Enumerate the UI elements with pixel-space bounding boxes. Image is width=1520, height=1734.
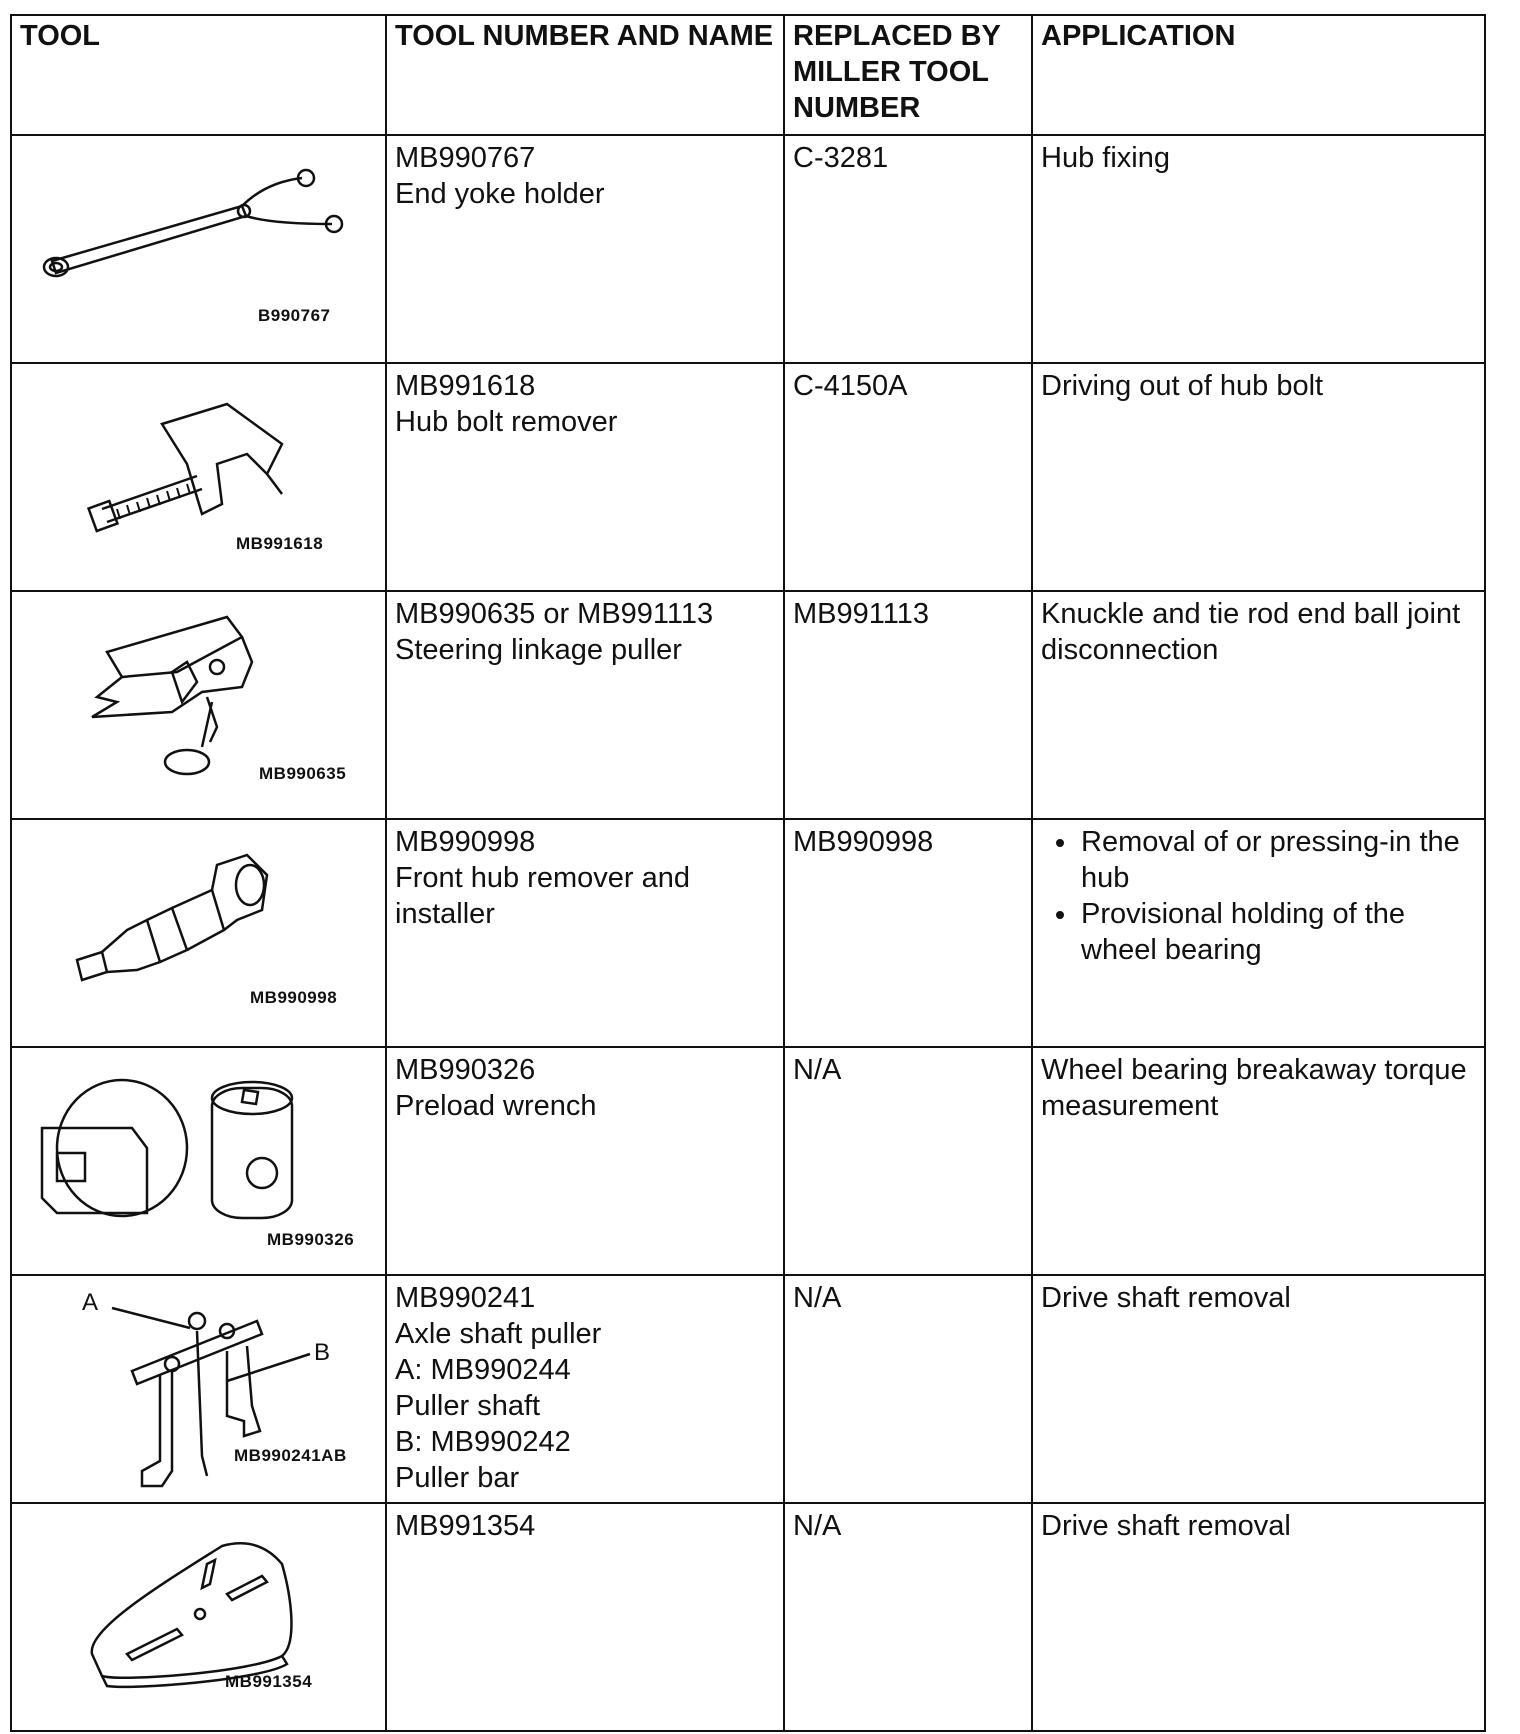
tool-image-label: MB990635 xyxy=(259,764,347,783)
miller-tool-number: C-3281 xyxy=(784,135,1032,363)
tool-name: Steering linkage puller xyxy=(395,634,682,666)
sub-tool-b-name: Puller bar xyxy=(395,1462,520,1494)
callout-a-label: A xyxy=(82,1289,99,1316)
tool-number-and-name-cell xyxy=(386,591,784,819)
table-row xyxy=(11,135,1485,363)
application: Knuckle and tie rod end ball joint disconnection xyxy=(1032,591,1485,819)
list-item: • Provisional holding of the wheel bearing xyxy=(1079,896,1476,968)
table-row xyxy=(11,1047,1485,1275)
tool-image-cell xyxy=(11,819,386,1047)
callout-b-label: B xyxy=(314,1339,331,1366)
special-tools-table xyxy=(10,14,1486,1732)
miller-tool-number: MB990998 xyxy=(784,819,1032,1047)
tool-image-cell xyxy=(11,363,386,591)
header-tool: TOOL xyxy=(11,15,386,135)
sub-tool-b-number: B: MB990242 xyxy=(395,1426,571,1458)
sub-tool-a-number: A: MB990244 xyxy=(395,1354,571,1386)
application: Wheel bearing breakaway torque measurement xyxy=(1032,1047,1485,1275)
application: Drive shaft removal xyxy=(1032,1503,1485,1731)
front-hub-remover-illustration xyxy=(12,820,385,1046)
tool-name: End yoke holder xyxy=(395,178,605,210)
tool-number-and-name-cell xyxy=(386,135,784,363)
table-row xyxy=(11,363,1485,591)
tool-number-and-name-cell xyxy=(386,819,784,1047)
table-row xyxy=(11,819,1485,1047)
miller-tool-number: N/A xyxy=(784,1047,1032,1275)
drive-shaft-removal-plate-illustration xyxy=(12,1504,385,1730)
application: Hub fixing xyxy=(1032,135,1485,363)
tool-number: MB990241 xyxy=(395,1282,536,1314)
application-cell xyxy=(1032,819,1485,1047)
table-row xyxy=(11,1275,1485,1503)
preload-wrench-illustration xyxy=(12,1048,385,1274)
end-yoke-holder-illustration xyxy=(12,136,385,362)
miller-tool-number: N/A xyxy=(784,1503,1032,1731)
tool-image-label: MB991618 xyxy=(236,534,324,553)
tool-number-and-name-cell xyxy=(386,1047,784,1275)
application-bullet-list xyxy=(1041,824,1476,968)
sub-tool-a-name: Puller shaft xyxy=(395,1390,541,1422)
tool-number-and-name-cell xyxy=(386,1275,784,1503)
application: Driving out of hub bolt xyxy=(1032,363,1485,591)
list-item: • Removal of or pressing-in the hub xyxy=(1079,824,1476,896)
tool-number: MB990998 xyxy=(395,826,536,858)
tool-image-cell xyxy=(11,1275,386,1503)
tool-image-cell xyxy=(11,1503,386,1731)
miller-tool-number: MB991113 xyxy=(784,591,1032,819)
table-row xyxy=(11,1503,1485,1731)
application: Drive shaft removal xyxy=(1032,1275,1485,1503)
miller-tool-number: C-4150A xyxy=(784,363,1032,591)
tool-image-label: MB991354 xyxy=(225,1672,313,1691)
tool-image-label: MB990326 xyxy=(267,1230,355,1249)
tool-name: Axle shaft puller xyxy=(395,1318,602,1350)
tool-number-and-name-cell xyxy=(386,363,784,591)
tool-image-label: MB990998 xyxy=(250,988,338,1007)
header-row xyxy=(11,15,1485,135)
steering-linkage-puller-illustration xyxy=(12,592,385,818)
header-application: APPLICATION xyxy=(1032,15,1485,135)
tool-number: MB990635 or MB991113 xyxy=(395,598,714,630)
tool-image-cell xyxy=(11,1047,386,1275)
tool-number: MB991354 xyxy=(395,1510,536,1542)
tool-number-and-name-cell xyxy=(386,1503,784,1731)
hub-bolt-remover-illustration xyxy=(12,364,385,590)
tool-number: MB991618 xyxy=(395,370,536,402)
tool-name: Front hub remover and installer xyxy=(395,862,690,930)
tool-number: MB990767 xyxy=(395,142,536,174)
tool-image-label: B990767 xyxy=(258,306,331,325)
tool-image-label: MB990241AB xyxy=(234,1446,347,1465)
axle-shaft-puller-illustration xyxy=(12,1276,385,1502)
tool-name: Preload wrench xyxy=(395,1090,597,1122)
miller-tool-number: N/A xyxy=(784,1275,1032,1503)
tool-number: MB990326 xyxy=(395,1054,536,1086)
tool-name: Hub bolt remover xyxy=(395,406,618,438)
tool-image-cell xyxy=(11,591,386,819)
header-tool-number-and-name: TOOL NUMBER AND NAME xyxy=(386,15,784,135)
table-row xyxy=(11,591,1485,819)
header-miller-tool-number: REPLACED BY MILLER TOOL NUMBER xyxy=(784,15,1032,135)
tool-image-cell xyxy=(11,135,386,363)
